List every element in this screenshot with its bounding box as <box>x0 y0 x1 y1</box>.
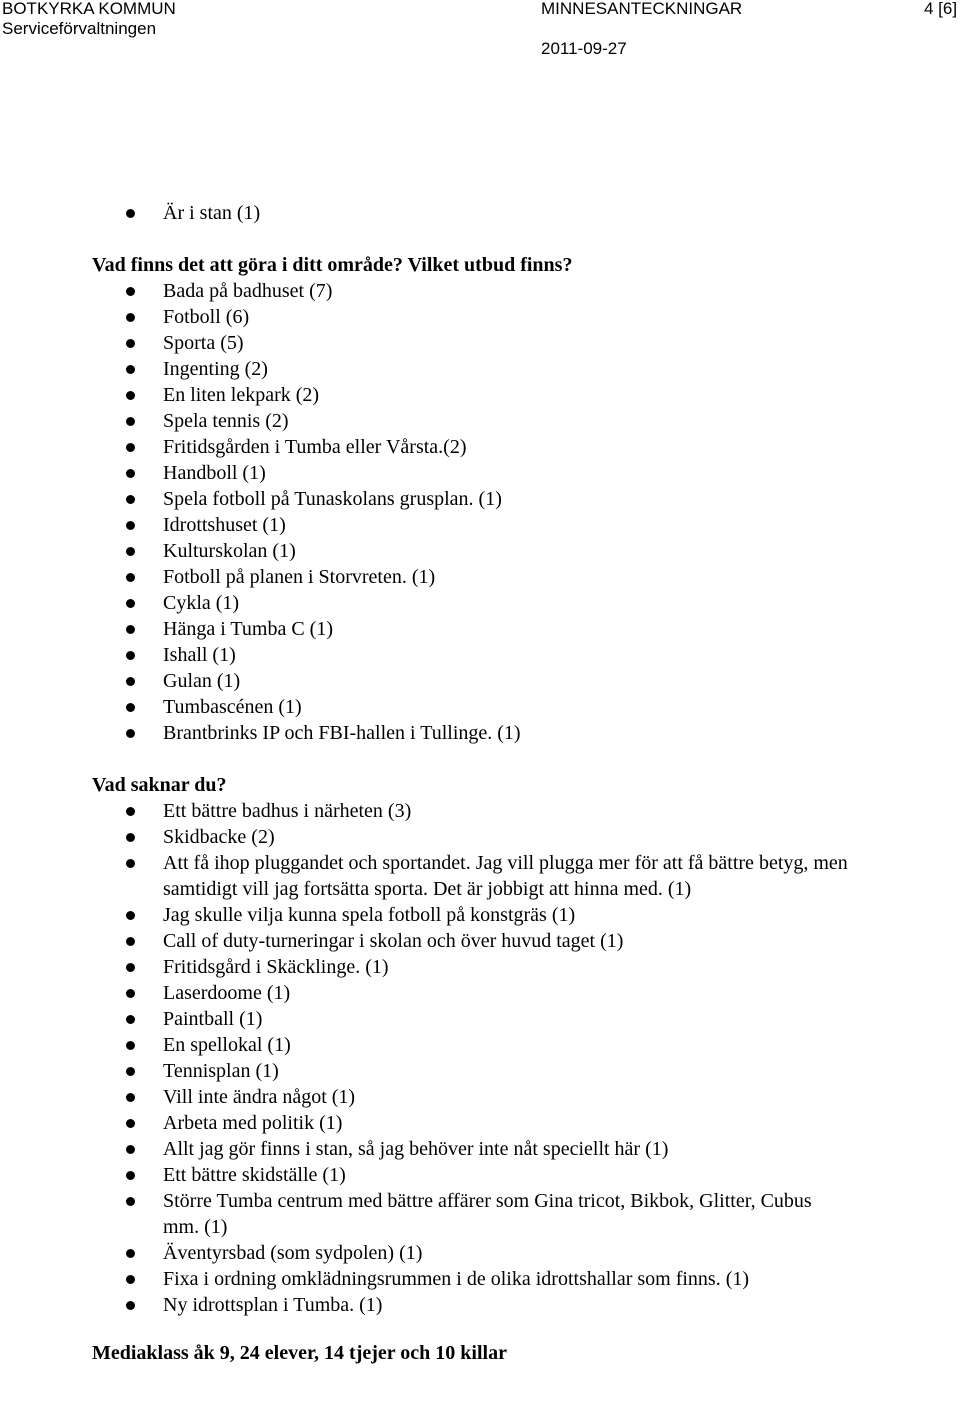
list-item: Ingenting (2) <box>92 356 852 382</box>
list-item: Fixa i ordning omklädningsrummen i de olika idrottshallar som finns. (1) <box>92 1266 852 1292</box>
list-item: Ett bättre skidställe (1) <box>92 1162 852 1188</box>
list-item: En liten lekpark (2) <box>92 382 852 408</box>
list-item: Fotboll (6) <box>92 304 852 330</box>
list-item: Fritidsgården i Tumba eller Vårsta.(2) <box>92 434 852 460</box>
list-item: Kulturskolan (1) <box>92 538 852 564</box>
list-item: Ett bättre badhus i närheten (3) <box>92 798 852 824</box>
list-item: Tumbascénen (1) <box>92 694 852 720</box>
list-item: Laserdoome (1) <box>92 980 852 1006</box>
section-heading-offerings: Vad finns det att göra i ditt område? Vilket utbud finns? <box>92 254 573 276</box>
department-name: Serviceförvaltningen <box>2 19 157 38</box>
list-item: Skidbacke (2) <box>92 824 852 850</box>
organization-name: BOTKYRKA KOMMUN <box>2 0 176 18</box>
list-item: Större Tumba centrum med bättre affärer som Gina tricot, Bikbok, Glitter, Cubus mm. (1) <box>92 1188 852 1240</box>
intro-list <box>92 200 852 226</box>
list-item: Är i stan (1) <box>92 200 852 226</box>
notes-body <box>92 200 852 1366</box>
list-item: Äventyrsbad (som sydpolen) (1) <box>92 1240 852 1266</box>
list-item: Jag skulle vilja kunna spela fotboll på konstgräs (1) <box>92 902 852 928</box>
list-item: En spellokal (1) <box>92 1032 852 1058</box>
list-item: Att få ihop pluggandet och sportandet. Jag vill plugga mer för att få bättre betyg, men samtidigt vill jag fortsätta sporta. Det är jobbigt att hinna med. (1) <box>92 850 852 902</box>
offerings-list <box>92 278 852 746</box>
class-summary-heading: Mediaklass åk 9, 24 elever, 14 tjejer och 10 killar <box>92 1342 507 1364</box>
list-item: Fritidsgård i Skäcklinge. (1) <box>92 954 852 980</box>
list-item: Brantbrinks IP och FBI-hallen i Tullinge. (1) <box>92 720 852 746</box>
section-heading-missing: Vad saknar du? <box>92 774 227 796</box>
list-item: Ishall (1) <box>92 642 852 668</box>
missing-list <box>92 798 852 1318</box>
list-item: Allt jag gör finns i stan, så jag behöver inte nåt speciellt här (1) <box>92 1136 852 1162</box>
list-item: Call of duty-turneringar i skolan och över huvud taget (1) <box>92 928 852 954</box>
list-item: Handboll (1) <box>92 460 852 486</box>
list-item: Arbeta med politik (1) <box>92 1110 852 1136</box>
list-item: Paintball (1) <box>92 1006 852 1032</box>
list-item: Tennisplan (1) <box>92 1058 852 1084</box>
list-item: Sporta (5) <box>92 330 852 356</box>
list-item: Spela fotboll på Tunaskolans grusplan. (1) <box>92 486 852 512</box>
list-item: Cykla (1) <box>92 590 852 616</box>
list-item: Vill inte ändra något (1) <box>92 1084 852 1110</box>
list-item: Spela tennis (2) <box>92 408 852 434</box>
document-type: MINNESANTECKNINGAR <box>541 0 743 18</box>
list-item: Fotboll på planen i Storvreten. (1) <box>92 564 852 590</box>
list-item: Ny idrottsplan i Tumba. (1) <box>92 1292 852 1318</box>
list-item: Idrottshuset (1) <box>92 512 852 538</box>
list-item: Hänga i Tumba C (1) <box>92 616 852 642</box>
list-item: Bada på badhuset (7) <box>92 278 852 304</box>
document-date: 2011-09-27 <box>541 39 627 58</box>
page-number: 4 [6] <box>924 0 958 18</box>
list-item: Gulan (1) <box>92 668 852 694</box>
